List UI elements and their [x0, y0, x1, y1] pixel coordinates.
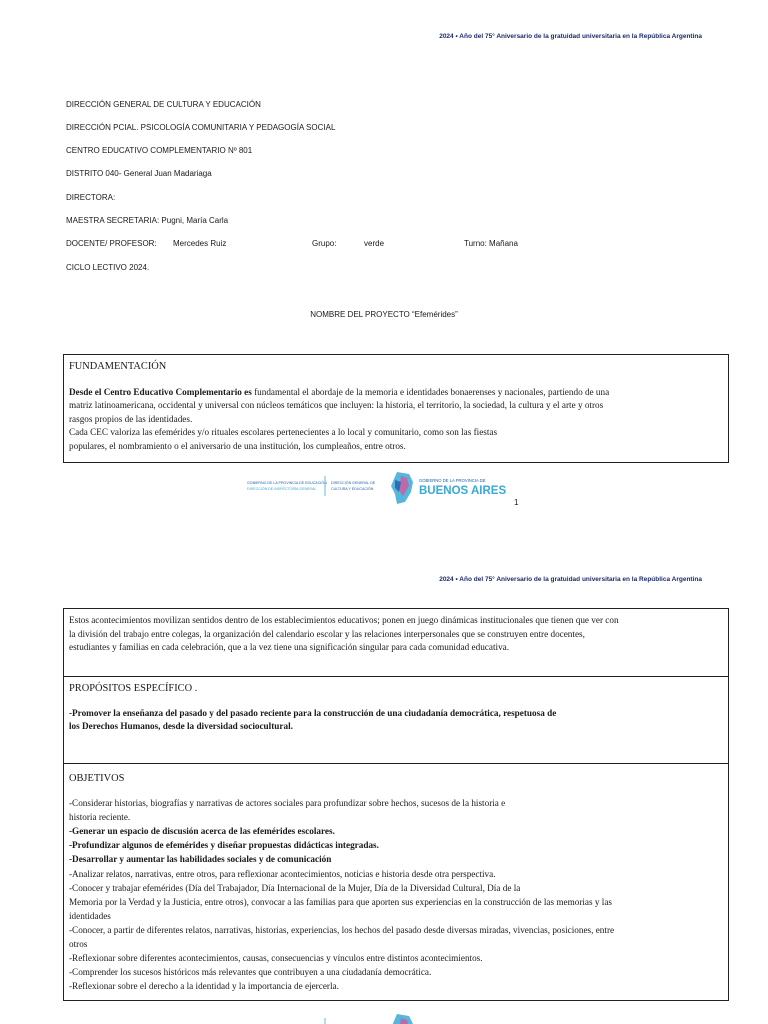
government-logo-strip: [245, 468, 525, 508]
logo-mid-line1: DIRECCIÓN GENERAL DE: [331, 481, 376, 485]
header-maestra-secretaria: MAESTRA SECRETARIA: Pugni, María Carla: [66, 216, 229, 225]
project-name: NOMBRE DEL PROYECTO “Efemérides”: [310, 310, 458, 319]
logo-right-line1: GOBIERNO DE LA PROVINCIA DE: [419, 478, 486, 483]
propositos-title: PROPÓSITOS ESPECÍFICO .: [69, 683, 198, 694]
ciclo-lectivo: CICLO LECTIVO 2024.: [66, 263, 150, 272]
propositos-line: -Promover la enseñanza del pasado y del pasado reciente para la construcción de una ciudadanía democrática, respetuosa de: [69, 707, 557, 718]
objetivo-line: identidades: [69, 910, 111, 921]
objetivo-line: -Desarrollar y aumentar las habilidades sociales y de comunicación: [69, 854, 332, 865]
page-number: 1: [514, 498, 519, 507]
fundamentacion-title: FUNDAMENTACIÓN: [69, 361, 167, 372]
logo-right-line2: BUENOS AIRES: [419, 485, 507, 497]
intro-line: Estos acontecimientos movilizan sentidos dentro de los establecimientos educativos; ponen en juego dinámicas institucionales que tienen que ver con: [69, 615, 619, 625]
objetivos-title: OBJETIVOS: [69, 773, 125, 784]
objetivo-line: -Reflexionar sobre diferentes acontecimientos, causas, consecuencias y vínculos entre distintos acontecimientos.: [69, 953, 483, 964]
logo-mid-line2: CULTURA Y EDUCACIÓN: [331, 487, 374, 491]
objetivo-line: Memoria por la Verdad y la Justicia, entre otros), convocar a las familias para que aporten sus experiencias en la construcción de las memorias y las: [69, 896, 612, 907]
turno: Turno: Mañana: [464, 239, 518, 248]
objetivos-list: [69, 796, 723, 993]
header-direccion-pcial: DIRECCIÓN PCIAL. PSICOLOGÍA COMUNITARIA Y PEDAGOGÍA SOCIAL: [66, 123, 336, 132]
government-logo-strip-page2: [245, 1010, 525, 1024]
fundamentacion-line: matriz latinoamericana, occidental y universal con núcleos temáticos que incluyen: la historia, el territorio, la sociedad, la cultura y el arte y otros: [69, 400, 604, 411]
fundamentacion-box: [63, 354, 729, 463]
fundamentacion-line: Cada CEC valoriza las efemérides y/o rituales escolares pertenecientes a lo local y comunitario, como son las fiestas: [69, 427, 498, 438]
intro-line: estudiantes y familias en cada celebración, que a la vez tiene una significación singular para cada comunidad educativa.: [69, 642, 510, 653]
objetivo-line: -Conocer y trabajar efemérides (Día del Trabajador, Día Internacional de la Mujer, Día de la Diversidad Cultural, Día de la: [69, 882, 521, 893]
footer-logos: [245, 468, 525, 508]
header-centro: CENTRO EDUCATIVO COMPLEMENTARIO Nº 801: [66, 146, 253, 155]
logo-left-line2: DIRECCIÓN DE INSPECTORÍA GENERAL: [247, 487, 317, 491]
fundamentacion-line1-rest: fundamental el abordaje de la memoria e identidades bonaerenses y nacionales, partiendo de una: [251, 386, 610, 397]
fundamentacion-line: [69, 386, 723, 400]
province-emblem-icon: [391, 472, 413, 504]
fundamentacion-line: populares, el nombramiento o el aniversario de una institución, los cumpleaños, entre otros.: [69, 440, 406, 451]
objetivo-line: historia reciente.: [69, 812, 131, 823]
objetivo-line: -Conocer, a partir de diferentes relatos, narrativas, historias, experiencias, los hechos del pasado desde diversas miradas, vivencias, posiciones, entre: [69, 924, 615, 935]
objetivo-line: -Comprender los sucesos históricos más relevantes que contribuyen a una ciudadanía democrática.: [69, 967, 432, 978]
header-anniversary-note: 2024 • Año del 75° Aniversario de la gratuidad universitaria en la República Argentina: [439, 33, 702, 40]
objetivo-line: -Profundizar algunos de efemérides y diseñar propuestas didácticas integradas.: [69, 840, 379, 851]
objetivo-line: -Considerar historias, biografías y narrativas de actores sociales para profundizar sobre hechos, sucesos de la historia e: [69, 798, 506, 809]
fundamentacion-line: rasgos propios de las identidades.: [69, 413, 193, 424]
docente-label: DOCENTE/ PROFESOR:: [66, 239, 157, 248]
fundamentacion-lead: Desde el Centro Educativo Complementario es: [69, 386, 252, 397]
objetivo-line: -Analizar relatos, narrativas, entre otros, para reflexionar acontecimientos, noticias e historia desde otra perspectiva.: [69, 868, 496, 879]
objetivos-box: [63, 763, 729, 1001]
intro-box: [63, 608, 729, 677]
province-emblem-icon: [391, 1014, 413, 1024]
header-distrito: DISTRITO 040- General Juan Madariaga: [66, 169, 212, 178]
logo-left-line1: GOBIERNO DE LA PROVINCIA DE EDUCACIÓN: [247, 481, 327, 485]
grupo-value: verde: [364, 239, 385, 248]
header-direccion-general: DIRECCIÓN GENERAL DE CULTURA Y EDUCACIÓN: [66, 100, 261, 109]
propositos-line: los Derechos Humanos, desde la diversidad sociocultural.: [69, 721, 293, 732]
grupo-label: Grupo:: [312, 239, 337, 248]
header-directora: DIRECTORA:: [66, 193, 116, 202]
footer-logos-page2: [245, 1010, 525, 1024]
intro-line: la división del trabajo entre colegas, la organización del calendario escolar y las relaciones interpersonales que se construyen entre docentes,: [69, 628, 585, 639]
header-anniversary-note-page2: 2024 • Año del 75° Aniversario de la gratuidad universitaria en la República Argentina: [439, 576, 702, 583]
objetivo-line: -Generar un espacio de discusión acerca de las efemérides escolares.: [69, 826, 335, 837]
objetivo-line: otros: [69, 939, 88, 950]
propositos-box: [63, 676, 729, 764]
docente-name: Mercedes Ruiz: [173, 239, 227, 248]
objetivo-line: -Reflexionar sobre el derecho a la identidad y la importancia de ejercerla.: [69, 981, 339, 992]
